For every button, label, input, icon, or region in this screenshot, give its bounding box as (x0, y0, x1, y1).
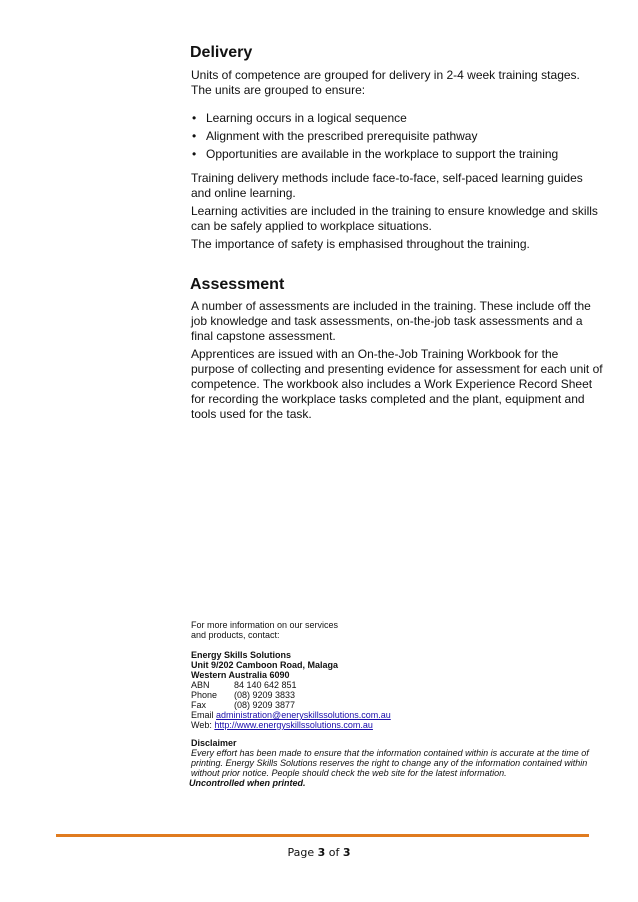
bullet-icon: • (192, 129, 197, 143)
page-number: Page 3 of 3 (287, 846, 351, 859)
address-line-2: Western Australia 6090 (191, 670, 290, 680)
assessment-paragraph-1: A number of assessments are included in the training. These include off the job knowledge and task assessments, on-the-job task assessments and a final capstone assessment. (191, 299, 591, 343)
website-link[interactable]: http://www.energyskillssolutions.com.au (214, 720, 373, 730)
web-row: Web: http://www.energyskillssolutions.com.au (191, 720, 373, 730)
bullet-icon: • (192, 147, 197, 161)
delivery-heading: Delivery (190, 44, 253, 61)
phone-row: Phone (08) 9209 3833 (191, 690, 296, 700)
delivery-methods-paragraph: Training delivery methods include face-to-face, self-paced learning guides and online learning. (191, 171, 583, 200)
org-name: Energy Skills Solutions (191, 650, 292, 660)
email-row: Email administration@eneryskillssolutions.com.au (191, 710, 391, 720)
current-page: 3 (317, 846, 326, 859)
disclaimer-line-2: printing. Energy Skills Solutions reserves the right to change any of the information contained within (191, 758, 588, 768)
list-item: • Opportunities are available in the workplace to support the training (192, 147, 559, 161)
assessment-paragraph-2: Apprentices are issued with an On-the-Job Training Workbook for the purpose of collecting and presenting evidence for assessment for each unit of competence. The workbook also includes a Work Experience Record Sheet for recording the workplace tasks completed and the plant, equipment and tools used for the task. (191, 347, 603, 421)
list-item: • Learning occurs in a logical sequence (192, 111, 407, 125)
disclaimer-line-3: without prior notice. People should check the web site for the latest information. (191, 768, 507, 778)
footer-divider (56, 834, 589, 837)
contact-intro-line-2: and products, contact: (191, 630, 280, 640)
address-line-1: Unit 9/202 Camboon Road, Malaga (191, 660, 339, 670)
total-pages: 3 (342, 846, 351, 859)
spacer (191, 640, 391, 650)
disclaimer-heading: Disclaimer (191, 738, 237, 748)
delivery-safety-paragraph: The importance of safety is emphasised throughout the training. (191, 237, 530, 251)
disclaimer-block (191, 738, 611, 788)
bullet-icon: • (192, 111, 197, 125)
delivery-bullet-list (191, 109, 611, 163)
contact-intro-line-1: For more information on our services (191, 620, 339, 630)
contact-block (191, 620, 391, 730)
list-item: • Alignment with the prescribed prerequisite pathway (192, 129, 478, 143)
delivery-intro: Units of competence are grouped for delivery in 2-4 week training stages. The units are grouped to ensure: (191, 68, 580, 97)
assessment-heading: Assessment (190, 276, 285, 293)
email-link[interactable]: administration@eneryskillssolutions.com.au (216, 710, 391, 720)
abn-row: ABN 84 140 642 851 (191, 680, 297, 690)
uncontrolled-notice: Uncontrolled when printed. (189, 778, 306, 788)
disclaimer-line-1: Every effort has been made to ensure that the information contained within is accurate at the time of (191, 748, 589, 758)
fax-row: Fax (08) 9209 3877 (191, 700, 296, 710)
delivery-activities-paragraph: Learning activities are included in the training to ensure knowledge and skills can be safely applied to workplace situations. (191, 204, 598, 233)
